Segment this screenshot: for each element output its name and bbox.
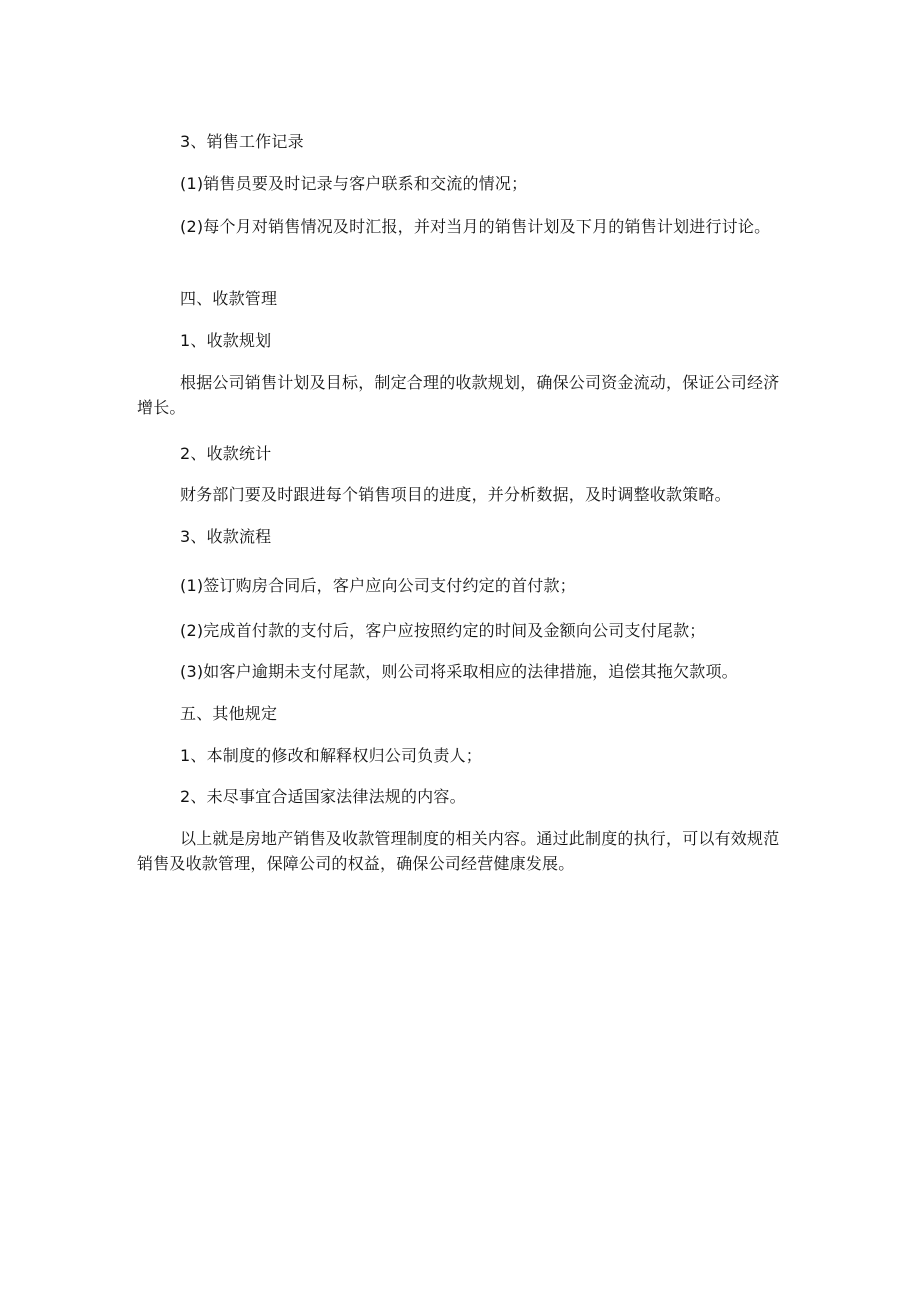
paragraph-conclusion: 以上就是房地产销售及收款管理制度的相关内容。通过此制度的执行，可以有效规范销售及收款管理，保障公司的权益，确保公司经营健康发展。 (137, 829, 780, 873)
list-item-sales-record-1: (1)销售员要及时记录与客户联系和交流的情况； (180, 174, 528, 193)
section-heading-payment-management: 四、收款管理 (180, 289, 278, 308)
list-item-payment-process-3: (3)如客户逾期未支付尾款，则公司将采取相应的法律措施，追偿其拖欠款项。 (180, 662, 738, 681)
list-item-other-provisions-1: 1、本制度的修改和解释权归公司负责人； (180, 746, 482, 765)
list-item-other-provisions-2: 2、未尽事宜合适国家法律法规的内容。 (180, 787, 466, 806)
subheading-sales-work-record: 3、销售工作记录 (180, 132, 304, 151)
list-item-sales-record-2: (2)每个月对销售情况及时汇报，并对当月的销售计划及下月的销售计划进行讨论。 (180, 217, 771, 236)
subheading-payment-planning: 1、收款规划 (180, 331, 272, 350)
subheading-payment-statistics: 2、收款统计 (180, 444, 272, 463)
paragraph-payment-planning: 根据公司销售计划及目标，制定合理的收款规划，确保公司资金流动，保证公司经济增长。 (137, 373, 780, 417)
section-heading-other-provisions: 五、其他规定 (180, 704, 278, 723)
list-item-payment-process-1: (1)签订购房合同后，客户应向公司支付约定的首付款； (180, 576, 576, 595)
paragraph-payment-statistics: 财务部门要及时跟进每个销售项目的进度，并分析数据，及时调整收款策略。 (180, 485, 731, 504)
subheading-payment-process: 3、收款流程 (180, 527, 272, 546)
list-item-payment-process-2: (2)完成首付款的支付后，客户应按照约定的时间及金额向公司支付尾款； (180, 621, 706, 640)
